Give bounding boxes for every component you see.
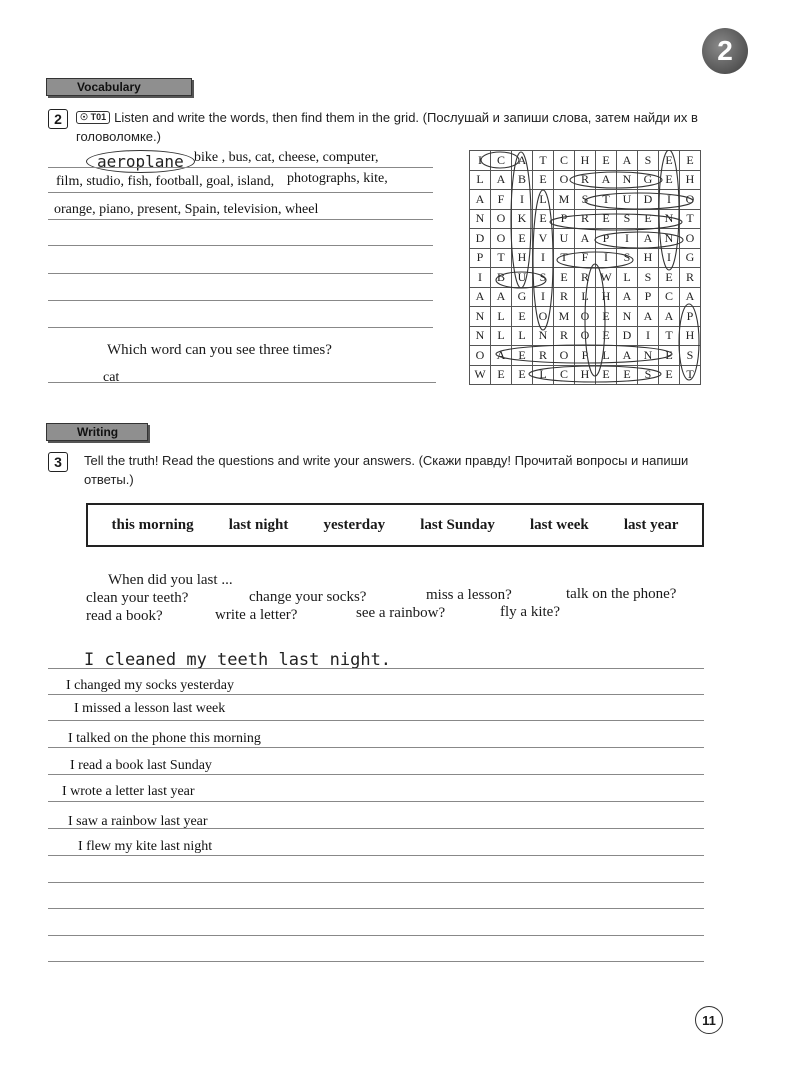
grid-cell: M [554, 307, 575, 327]
grid-cell: O [554, 171, 575, 191]
answer-line-1: bike , bus, cat, cheese, computer, [194, 150, 379, 165]
grid-cell: O [575, 327, 596, 347]
grid-cell: G [638, 171, 659, 191]
grid-cell: H [512, 249, 533, 269]
grid-cell: T [554, 249, 575, 269]
example-answer: I cleaned my teeth last night. [84, 650, 392, 670]
grid-cell: U [512, 268, 533, 288]
grid-cell: P [554, 210, 575, 230]
answer-line: I wrote a letter last year [62, 784, 195, 799]
grid-cell: E [533, 171, 554, 191]
grid-cell: E [512, 346, 533, 366]
answer-line: I changed my socks yesterday [66, 678, 234, 693]
grid-cell: B [512, 171, 533, 191]
grid-cell: H [575, 151, 596, 171]
grid-cell: L [575, 288, 596, 308]
grid-cell: P [575, 346, 596, 366]
grid-cell: S [617, 249, 638, 269]
grid-cell: C [491, 151, 512, 171]
grid-cell: N [617, 171, 638, 191]
time-phrase: yesterday [323, 516, 386, 533]
grid-cell: E [596, 327, 617, 347]
grid-cell: N [470, 307, 491, 327]
grid-cell: H [575, 366, 596, 386]
grid-cell: O [491, 210, 512, 230]
grid-cell: N [470, 327, 491, 347]
page-number: 11 [695, 1006, 723, 1034]
grid-cell: S [533, 268, 554, 288]
grid-cell: A [575, 229, 596, 249]
grid-cell: I [533, 288, 554, 308]
grid-cell: W [470, 366, 491, 386]
grid-cell: E [491, 366, 512, 386]
answer-line: I read a book last Sunday [70, 758, 212, 773]
grid-cell: O [554, 346, 575, 366]
grid-cell: L [596, 346, 617, 366]
grid-cell: T [596, 190, 617, 210]
grid-cell: T [491, 249, 512, 269]
grid-cell: A [617, 151, 638, 171]
grid-cell: O [470, 346, 491, 366]
grid-cell: R [680, 268, 701, 288]
grid-cell: I [617, 229, 638, 249]
answer-line: I saw a rainbow last year [68, 814, 208, 829]
grid-cell: I [659, 249, 680, 269]
grid-cell: E [596, 151, 617, 171]
three-times-question: Which word can you see three times? [107, 342, 332, 358]
exercise-3-number: 3 [48, 452, 68, 472]
grid-cell: R [554, 288, 575, 308]
grid-cell: P [470, 249, 491, 269]
grid-cell: L [533, 190, 554, 210]
grid-cell: P [680, 307, 701, 327]
grid-cell: C [554, 366, 575, 386]
exercise-2-instruction-text: Listen and write the words, then find them in the grid. (Послушай и запиши слова, затем найди их в головоломке.) [76, 110, 698, 144]
grid-cell: N [470, 210, 491, 230]
time-phrase: last night [228, 516, 289, 533]
grid-cell: E [596, 366, 617, 386]
exercise-2-instruction [76, 108, 704, 146]
grid-cell: E [659, 171, 680, 191]
grid-cell: A [680, 288, 701, 308]
grid-cell: L [470, 171, 491, 191]
grid-cell: A [470, 190, 491, 210]
question: fly a kite? [500, 604, 560, 620]
exercise-2-number: 2 [48, 109, 68, 129]
grid-cell: I [596, 249, 617, 269]
grid-cell: P [638, 288, 659, 308]
grid-cell: L [533, 366, 554, 386]
time-phrase: last year [623, 516, 679, 533]
grid-cell: E [512, 366, 533, 386]
grid-cell: G [512, 288, 533, 308]
grid-cell: R [575, 210, 596, 230]
grid-cell: O [491, 229, 512, 249]
grid-cell: O [680, 190, 701, 210]
grid-cell: A [491, 171, 512, 191]
grid-cell: L [491, 307, 512, 327]
time-phrase: last Sunday [420, 516, 495, 533]
question: miss a lesson? [426, 587, 512, 603]
grid-cell: I [659, 190, 680, 210]
grid-cell: V [533, 229, 554, 249]
grid-cell: E [659, 151, 680, 171]
question: talk on the phone? [566, 586, 677, 602]
unit-number-badge: 2 [702, 28, 748, 74]
grid-cell: E [554, 268, 575, 288]
grid-cell: L [617, 268, 638, 288]
grid-cell: I [638, 327, 659, 347]
grid-cell: H [638, 249, 659, 269]
grid-cell: N [617, 307, 638, 327]
vocabulary-banner: Vocabulary [46, 78, 192, 96]
grid-cell: E [659, 346, 680, 366]
grid-cell: P [596, 229, 617, 249]
grid-cell: I [470, 151, 491, 171]
grid-cell: T [533, 151, 554, 171]
answer-line: I missed a lesson last week [74, 701, 226, 716]
grid-cell: I [512, 190, 533, 210]
question: see a rainbow? [356, 605, 446, 621]
grid-cell: T [659, 327, 680, 347]
time-phrases-box [86, 503, 704, 547]
grid-cell: S [617, 210, 638, 230]
grid-cell: C [659, 288, 680, 308]
grid-cell: H [680, 171, 701, 191]
grid-cell: D [470, 229, 491, 249]
grid-cell: A [638, 229, 659, 249]
grid-cell: S [638, 268, 659, 288]
grid-cell: G [680, 249, 701, 269]
grid-cell: E [659, 366, 680, 386]
grid-cell: F [491, 190, 512, 210]
time-phrase: last week [529, 516, 589, 533]
grid-cell: N [533, 327, 554, 347]
grid-cell: R [554, 327, 575, 347]
grid-cell: R [533, 346, 554, 366]
grid-cell: H [596, 288, 617, 308]
grid-cell: A [470, 288, 491, 308]
grid-cell: A [617, 346, 638, 366]
grid-cell: A [617, 288, 638, 308]
grid-cell: M [554, 190, 575, 210]
grid-cell: E [680, 151, 701, 171]
question-intro: When did you last ... [108, 572, 233, 588]
question: write a letter? [215, 607, 298, 623]
grid-cell: I [533, 249, 554, 269]
answer-aeroplane-circled: aeroplane [86, 150, 195, 173]
writing-banner: Writing [46, 423, 148, 441]
grid-cell: N [659, 210, 680, 230]
audio-track-icon: ☉ T01 [76, 111, 110, 124]
grid-cell: B [491, 268, 512, 288]
question: change your socks? [249, 589, 367, 605]
grid-cell: C [554, 151, 575, 171]
exercise-3-instruction: Tell the truth! Read the questions and write your answers. (Скажи правду! Прочитай вопросы и напиши ответы.) [84, 453, 689, 487]
grid-cell: R [575, 171, 596, 191]
grid-cell: L [491, 327, 512, 347]
grid-cell: N [659, 229, 680, 249]
question: read a book? [86, 608, 163, 624]
answer-line-3: orange, piano, present, Spain, television, wheel [54, 202, 319, 217]
time-phrase: this morning [111, 516, 194, 533]
grid-cell: T [680, 366, 701, 386]
grid-cell: S [638, 151, 659, 171]
grid-cell: O [680, 229, 701, 249]
grid-cell: E [512, 307, 533, 327]
grid-cell: K [512, 210, 533, 230]
answer-line-2b: photographs, kite, [287, 171, 388, 186]
grid-cell: E [596, 210, 617, 230]
grid-cell: E [617, 366, 638, 386]
grid-cell: A [596, 171, 617, 191]
grid-cell: S [680, 346, 701, 366]
word-search-grid [469, 150, 701, 385]
grid-cell: E [596, 307, 617, 327]
grid-cell: W [596, 268, 617, 288]
grid-cell: E [533, 210, 554, 230]
answer-line: I talked on the phone this morning [68, 731, 261, 746]
grid-cell: E [638, 210, 659, 230]
grid-cell: S [575, 190, 596, 210]
grid-cell: O [575, 307, 596, 327]
grid-cell: A [491, 288, 512, 308]
grid-cell: T [680, 210, 701, 230]
grid-cell: L [512, 327, 533, 347]
question: clean your teeth? [86, 590, 189, 606]
answer-line: I flew my kite last night [78, 839, 213, 854]
grid-cell: O [533, 307, 554, 327]
answer-line-2: film, studio, fish, football, goal, island, [56, 174, 275, 189]
grid-cell: A [638, 307, 659, 327]
grid-cell: U [617, 190, 638, 210]
grid-cell: E [512, 229, 533, 249]
grid-cell: D [617, 327, 638, 347]
grid-cell: S [638, 366, 659, 386]
grid-cell: A [491, 346, 512, 366]
grid-cell: F [575, 249, 596, 269]
grid-cell: I [470, 268, 491, 288]
grid-cell: E [659, 268, 680, 288]
three-times-answer: cat [103, 370, 120, 385]
grid-cell: A [512, 151, 533, 171]
grid-cell: U [554, 229, 575, 249]
grid-cell: N [638, 346, 659, 366]
grid-cell: R [575, 268, 596, 288]
grid-cell: D [638, 190, 659, 210]
grid-cell: H [680, 327, 701, 347]
grid-cell: A [659, 307, 680, 327]
